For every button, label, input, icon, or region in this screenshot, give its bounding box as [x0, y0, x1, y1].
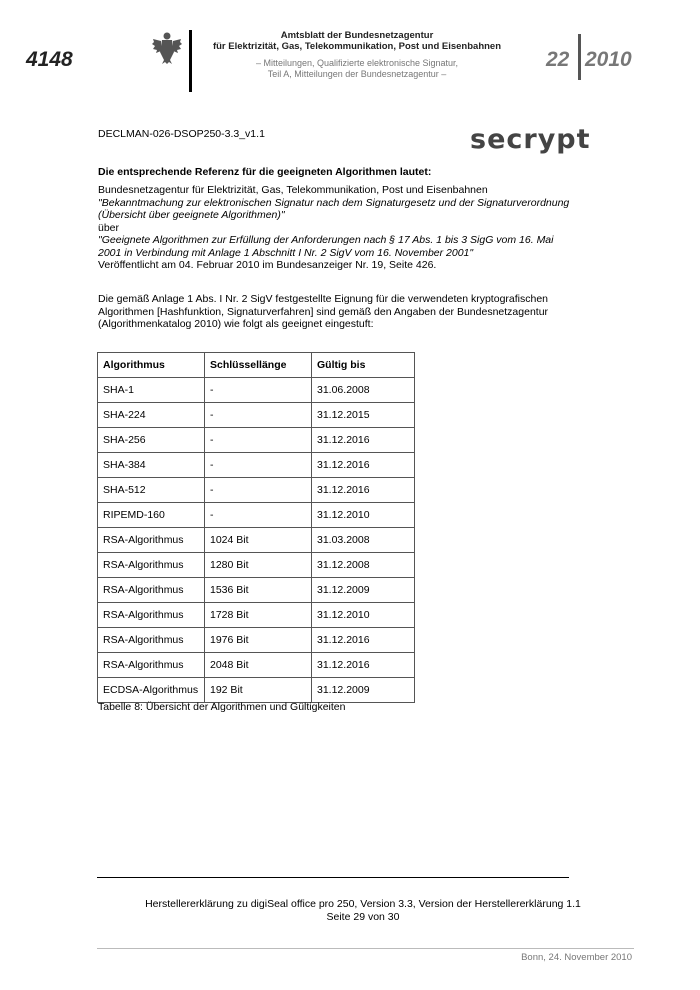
- gazette-subtitle-line: – Mitteilungen, Qualifizierte elektronische Signatur,: [255, 58, 459, 68]
- gazette-subtitle: [198, 58, 516, 80]
- issue-year: 2010: [585, 48, 632, 71]
- key-length-cell: -: [205, 378, 312, 403]
- algorithm-cell: SHA-256: [98, 428, 205, 453]
- algorithm-cell: RSA-Algorithmus: [98, 553, 205, 578]
- gazette-title: [198, 30, 516, 52]
- gazette-title-line: Amtsblatt der Bundesnetzagentur: [280, 30, 434, 41]
- algorithm-table: [97, 352, 415, 703]
- algorithm-cell: SHA-1: [98, 378, 205, 403]
- table-row: [98, 378, 415, 403]
- table-row: [98, 653, 415, 678]
- algorithm-cell: RSA-Algorithmus: [98, 528, 205, 553]
- table-row: [98, 628, 415, 653]
- page-number: 4148: [26, 48, 73, 71]
- algorithm-cell: RSA-Algorithmus: [98, 653, 205, 678]
- valid-until-cell: 31.03.2008: [312, 528, 415, 553]
- table-row: [98, 503, 415, 528]
- valid-until-cell: 31.12.2016: [312, 653, 415, 678]
- suitability-paragraph: Die gemäß Anlage 1 Abs. I Nr. 2 SigV festgestellte Eignung für die verwendeten kryptografischen Algorithmen [Hashfunktion, Signaturverfahren] sind gemäß den Angaben der Bundesnetzagentur (Algorithmenkatalog 2010) wie folgt als geeignet eingestuft:: [98, 293, 549, 330]
- bottom-divider: [97, 948, 634, 949]
- issue-number: 22: [546, 48, 570, 71]
- key-length-cell: 1024 Bit: [205, 528, 312, 553]
- algorithm-cell: RIPEMD-160: [98, 503, 205, 528]
- table-row: [98, 453, 415, 478]
- table-row: [98, 478, 415, 503]
- valid-until-cell: 31.12.2016: [312, 628, 415, 653]
- secrypt-logo: secrypt: [470, 124, 591, 155]
- algorithm-cell: SHA-512: [98, 478, 205, 503]
- footer-document-title: Herstellererklärung zu digiSeal office pro 250, Version 3.3, Version der Herstellererklärung 1.1: [145, 898, 581, 910]
- table-row: [98, 403, 415, 428]
- table-row: [98, 553, 415, 578]
- algorithm-cell: ECDSA-Algorithmus: [98, 678, 205, 703]
- table-row: [98, 428, 415, 453]
- valid-until-cell: 31.12.2010: [312, 603, 415, 628]
- document-id: DECLMAN-026-DSOP250-3.3_v1.1: [98, 128, 265, 140]
- valid-until-cell: 31.12.2016: [312, 428, 415, 453]
- reference-line: Bundesnetzagentur für Elektrizität, Gas, Telekommunikation, Post und Eisenbahnen: [98, 184, 488, 196]
- reference-line: "Bekanntmachung zur elektronischen Signatur nach dem Signaturgesetz und der Signaturverordnung: [98, 196, 570, 209]
- table-row: [98, 578, 415, 603]
- reference-line: (Übersicht über geeignete Algorithmen)": [98, 209, 285, 221]
- footer: [98, 898, 628, 923]
- key-length-cell: 1976 Bit: [205, 628, 312, 653]
- valid-until-cell: 31.12.2016: [312, 478, 415, 503]
- valid-until-cell: 31.12.2009: [312, 678, 415, 703]
- key-length-cell: -: [205, 428, 312, 453]
- table-row: [98, 678, 415, 703]
- header-divider-right: [578, 34, 581, 80]
- key-length-cell: -: [205, 503, 312, 528]
- federal-eagle-icon: [152, 30, 182, 64]
- algorithm-table-body: [98, 378, 415, 703]
- reference-line: 2001 in Verbindung mit Anlage 1 Abschnitt I Nr. 2 SigV vom 16. November 2001": [98, 246, 474, 259]
- valid-until-cell: 31.12.2016: [312, 453, 415, 478]
- table-row: [98, 528, 415, 553]
- table-row: [98, 603, 415, 628]
- key-length-cell: 1728 Bit: [205, 603, 312, 628]
- valid-until-cell: 31.12.2009: [312, 578, 415, 603]
- key-length-cell: -: [205, 403, 312, 428]
- algorithm-cell: SHA-384: [98, 453, 205, 478]
- key-length-cell: 1536 Bit: [205, 578, 312, 603]
- key-length-cell: -: [205, 453, 312, 478]
- key-length-cell: 192 Bit: [205, 678, 312, 703]
- key-length-cell: 2048 Bit: [205, 653, 312, 678]
- gazette-title-line: für Elektrizität, Gas, Telekommunikation, Post und Eisenbahnen: [212, 41, 502, 52]
- publication-date: Bonn, 24. November 2010: [521, 952, 632, 963]
- reference-line: "Geeignete Algorithmen zur Erfüllung der Anforderungen nach § 17 Abs. 1 bis 3 SigG vom 16. Mai: [98, 234, 554, 246]
- table-caption: Tabelle 8: Übersicht der Algorithmen und Gültigkeiten: [98, 701, 346, 713]
- footer-divider: [97, 877, 569, 878]
- key-length-cell: -: [205, 478, 312, 503]
- reference-line: Veröffentlicht am 04. Februar 2010 im Bundesanzeiger Nr. 19, Seite 426.: [98, 259, 437, 271]
- valid-until-cell: 31.06.2008: [312, 378, 415, 403]
- algorithm-cell: RSA-Algorithmus: [98, 603, 205, 628]
- algorithm-cell: RSA-Algorithmus: [98, 578, 205, 603]
- algorithm-cell: RSA-Algorithmus: [98, 628, 205, 653]
- reference-block: [98, 184, 588, 272]
- reference-heading: Die entsprechende Referenz für die geeigneten Algorithmen lautet:: [98, 166, 432, 178]
- valid-until-cell: 31.12.2008: [312, 553, 415, 578]
- key-length-cell: 1280 Bit: [205, 553, 312, 578]
- column-header-key-length: Schlüssellänge: [205, 353, 312, 378]
- column-header-valid-until: Gültig bis: [312, 353, 415, 378]
- valid-until-cell: 31.12.2010: [312, 503, 415, 528]
- reference-line: über: [98, 221, 120, 234]
- table-header-row: [98, 353, 415, 378]
- valid-until-cell: 31.12.2015: [312, 403, 415, 428]
- header-divider-left: [189, 30, 192, 92]
- gazette-subtitle-line: Teil A, Mitteilungen der Bundesnetzagentur –: [267, 69, 447, 79]
- footer-page-count: Seite 29 von 30: [326, 910, 400, 923]
- column-header-algorithm: Algorithmus: [98, 353, 205, 378]
- algorithm-cell: SHA-224: [98, 403, 205, 428]
